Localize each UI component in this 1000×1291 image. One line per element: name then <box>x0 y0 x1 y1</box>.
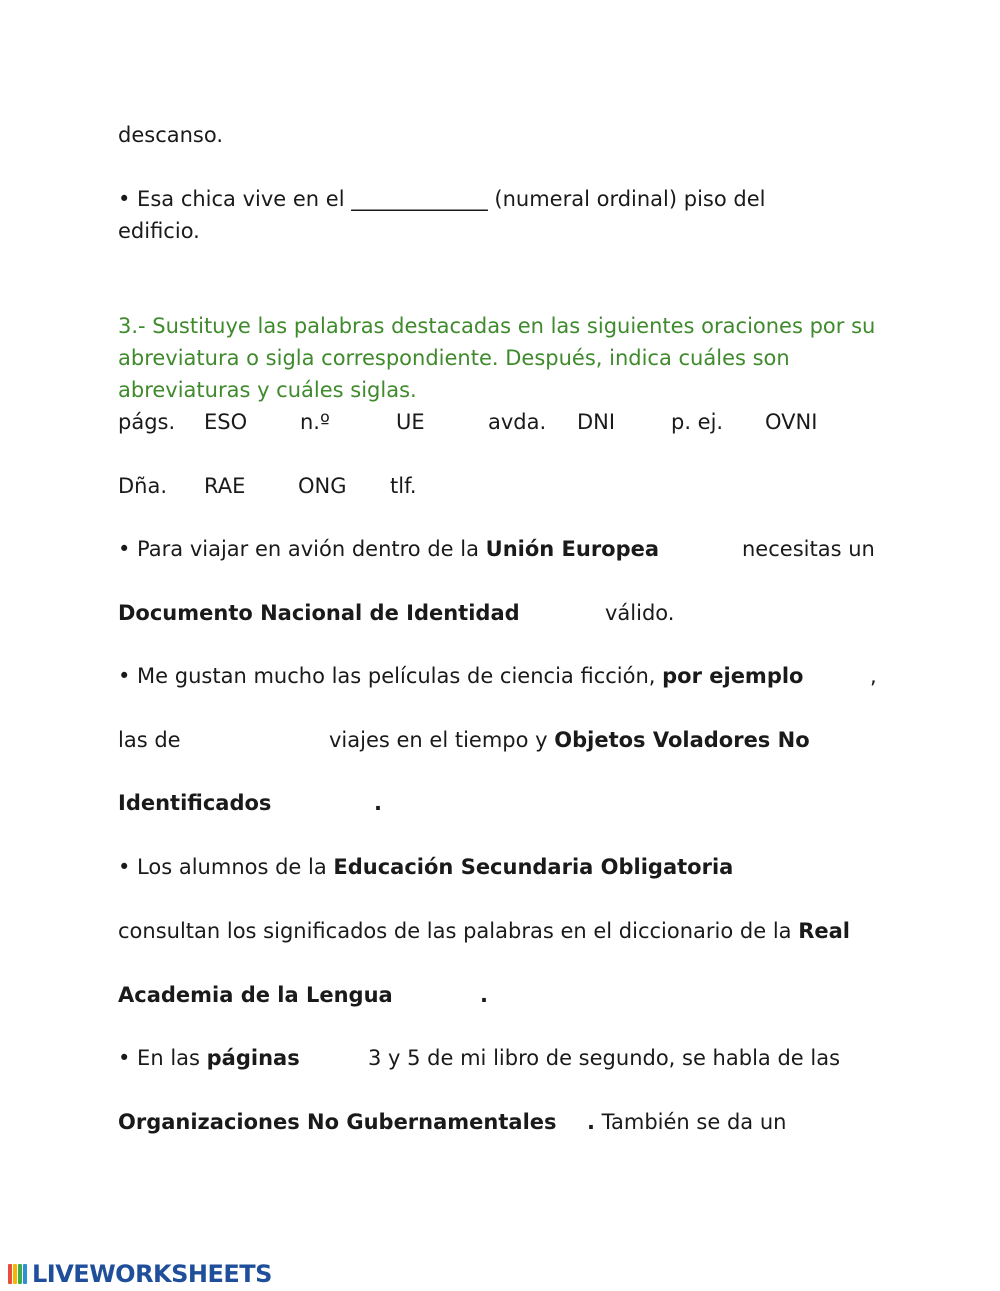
sentence-4-line-2-end <box>587 1112 786 1133</box>
sentence-2-line-1 <box>118 666 803 687</box>
sentence-4-tambien: También se da un <box>601 1110 787 1134</box>
answer-field-rae[interactable] <box>376 980 476 1010</box>
bank-item-ue: UE <box>396 410 425 434</box>
highlight-por-ejemplo: por ejemplo <box>662 664 804 688</box>
highlight-eso: Educación Secundaria Obligatoria <box>333 855 734 879</box>
numeral-blank[interactable]: _____________ <box>351 187 488 211</box>
highlight-dni: Documento Nacional de Identidad <box>118 601 520 625</box>
sentence-4-start: • En las <box>118 1046 207 1070</box>
sentence-3-period: . <box>480 983 488 1007</box>
text-edificio: edificio. <box>118 219 200 243</box>
highlight-union-europea: Unión Europea <box>485 537 660 561</box>
answer-field-pags[interactable] <box>286 1043 362 1073</box>
sentence-numeral <box>118 189 765 210</box>
answer-field-pej[interactable] <box>784 661 864 691</box>
sentence-4-period: . <box>587 1110 595 1134</box>
sentence-1-valido: válido. <box>605 601 675 625</box>
bank-item-tlf: tlf. <box>390 474 417 498</box>
sentence-3-consultan: consultan los significados de las palabras en el diccionario de la <box>118 919 799 943</box>
bank-item-avda: avda. <box>488 410 547 434</box>
highlight-paginas: páginas <box>206 1046 300 1070</box>
question-3-line-2: abreviatura o sigla correspondiente. Después, indica cuáles son <box>118 346 790 370</box>
sentence-4-libro: 3 y 5 de mi libro de segundo, se habla de las <box>368 1046 841 1070</box>
bank-item-dni: DNI <box>577 410 616 434</box>
sentence-2-period: . <box>374 791 382 815</box>
sentence-2-comma: , <box>870 664 877 688</box>
sentence-1-start: • Para viajar en avión dentro de la <box>118 537 486 561</box>
bank-item-pej: p. ej. <box>671 410 724 434</box>
sentence-3-start: • Los alumnos de la <box>118 855 334 879</box>
bank-item-pags: págs. <box>118 410 176 434</box>
answer-field-las-de[interactable] <box>186 725 322 755</box>
highlight-academia: Academia de la Lengua <box>118 983 393 1007</box>
highlight-ong: Organizaciones No Gubernamentales <box>118 1110 557 1134</box>
answer-field-ue[interactable] <box>640 534 736 564</box>
answer-field-dni[interactable] <box>494 598 598 628</box>
sentence-2-viajes: viajes en el tiempo y <box>329 728 555 752</box>
sentence-numeral-end: (numeral ordinal) piso del <box>487 187 766 211</box>
bank-item-rae: RAE <box>204 474 246 498</box>
sentence-3-line-2 <box>118 921 850 942</box>
sentence-2-start: • Me gustan mucho las películas de ciencia ficción, <box>118 664 663 688</box>
liveworksheets-logo <box>8 1260 272 1288</box>
answer-field-ong[interactable] <box>520 1107 582 1137</box>
liveworksheets-logo-icon <box>8 1262 28 1286</box>
sentence-1-necesitas: necesitas un <box>742 537 875 561</box>
bank-item-ovni: OVNI <box>765 410 818 434</box>
text-descanso: descanso. <box>118 123 224 147</box>
bank-item-dna: Dña. <box>118 474 168 498</box>
sentence-1-line-1 <box>118 539 659 560</box>
sentence-numeral-start: • Esa chica vive en el <box>118 187 352 211</box>
question-3-line-1: 3.- Sustituye las palabras destacadas en las siguientes oraciones por su <box>118 314 876 338</box>
bank-item-numero: n.º <box>300 410 330 434</box>
sentence-3-line-1 <box>118 857 733 878</box>
sentence-4-line-1 <box>118 1048 300 1069</box>
sentence-2-line-2 <box>329 730 810 751</box>
logo-text: LIVEWORKSHEETS <box>32 1260 272 1288</box>
sentence-2-las-de: las de <box>118 728 181 752</box>
question-3-line-3: abreviaturas y cuáles siglas. <box>118 378 417 402</box>
highlight-real: Real <box>798 919 850 943</box>
bank-item-eso: ESO <box>204 410 248 434</box>
highlight-ovni: Objetos Voladores No <box>554 728 810 752</box>
answer-field-ovni[interactable] <box>270 788 370 818</box>
highlight-identificados: Identificados <box>118 791 272 815</box>
bank-item-ong: ONG <box>298 474 347 498</box>
answer-field-eso[interactable] <box>696 852 816 882</box>
